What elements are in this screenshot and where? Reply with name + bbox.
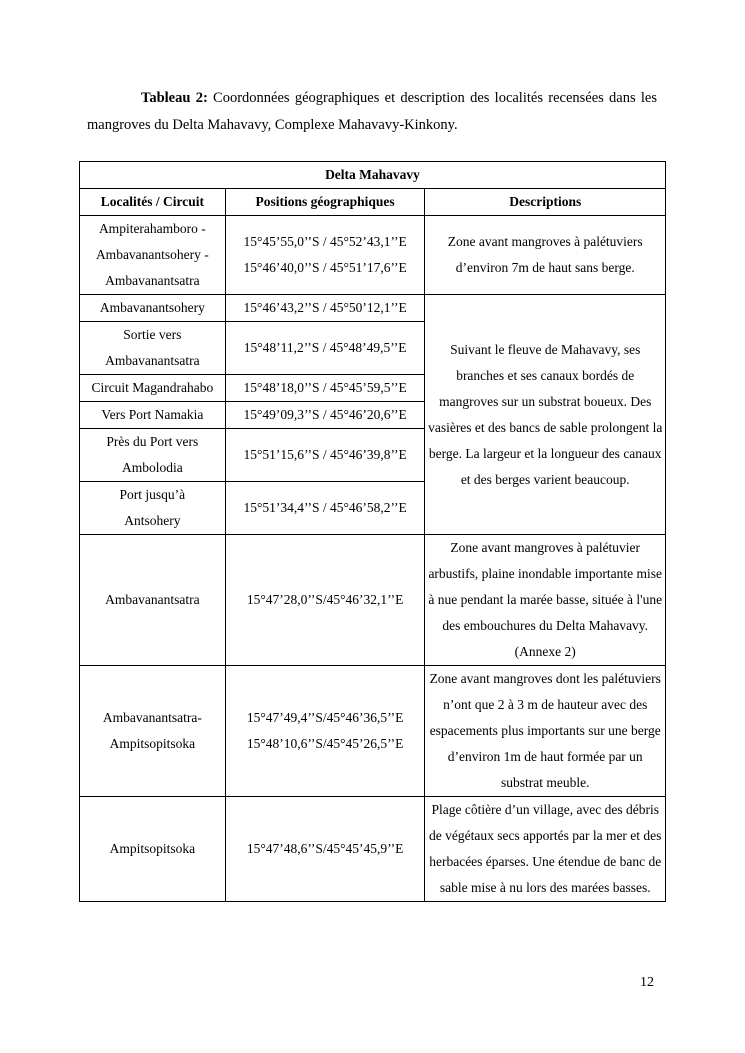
position-line: 15°49’09,3’’S / 45°46’20,6’’E xyxy=(243,407,407,422)
locality-line: Ampitsopitsoka xyxy=(109,841,196,856)
locality-cell xyxy=(80,402,226,429)
position-cell xyxy=(225,216,425,295)
locality-cell xyxy=(80,666,226,797)
locality-line: Vers Port Namakia xyxy=(101,407,204,422)
page-number: 12 xyxy=(640,975,654,990)
description-cell: Zone avant mangroves à palétuviers d’environ 7m de haut sans berge. xyxy=(425,216,666,295)
position-line: 15°47’28,0’’S/45°46’32,1’’E xyxy=(246,592,404,607)
locality-cell xyxy=(80,482,226,535)
position-line: 15°48’11,2’’S / 45°48’49,5’’E xyxy=(243,340,407,355)
position-cell xyxy=(225,535,425,666)
table-title-row xyxy=(80,162,666,189)
locality-line: Ampiterahamboro - xyxy=(98,221,206,236)
position-line: 15°46’40,0’’S / 45°51’17,6’’E xyxy=(243,260,407,275)
position-cell xyxy=(225,375,425,402)
locality-cell xyxy=(80,535,226,666)
position-cell xyxy=(225,797,425,902)
locality-cell xyxy=(80,797,226,902)
locality-line: Sortie vers xyxy=(123,327,182,342)
position-cell xyxy=(225,322,425,375)
locality-cell xyxy=(80,216,226,295)
locality-line: Ampitsopitsoka xyxy=(109,736,196,751)
locality-cell xyxy=(80,429,226,482)
table-body xyxy=(80,216,666,902)
table-row xyxy=(80,216,666,295)
position-cell xyxy=(225,666,425,797)
locality-line: Ambavanantsohery - xyxy=(95,247,209,262)
description-cell: Zone avant mangroves dont les palétuviers n’ont que 2 à 3 m de hauteur avec des espacements plus importants sur une berge d’environ 1m de haut formée par un substrat meuble. xyxy=(425,666,666,797)
table-row xyxy=(80,295,666,322)
locality-cell xyxy=(80,295,226,322)
locality-line: Ambavanantsatra- xyxy=(102,710,202,725)
table-header-row xyxy=(80,189,666,216)
locality-line: Ambavanantsatra xyxy=(105,353,200,368)
locality-line: Circuit Magandrahabo xyxy=(91,380,214,395)
table-row xyxy=(80,666,666,797)
locality-line: Près du Port vers xyxy=(106,434,199,449)
locality-line: Antsohery xyxy=(124,513,181,528)
merged-description-cell: Suivant le fleuve de Mahavavy, ses branches et ses canaux bordés de mangroves sur un substrat boueux. Des vasières et des bancs de sable prolongent la berge. La largeur et la longueur des canaux et des berges varient beaucoup. xyxy=(425,295,666,535)
position-cell xyxy=(225,429,425,482)
position-cell xyxy=(225,295,425,322)
header-descriptions: Descriptions xyxy=(425,189,666,216)
description-cell: Plage côtière d’un village, avec des débris de végétaux secs apportés par la mer et des herbacées éparses. Une étendue de banc de sable mise à nu lors des marées basses. xyxy=(425,797,666,902)
position-cell xyxy=(225,482,425,535)
locality-cell xyxy=(80,322,226,375)
locality-line: Ambavanantsatra xyxy=(105,592,200,607)
position-line: 15°51’34,4’’S / 45°46’58,2’’E xyxy=(243,500,407,515)
header-localities: Localités / Circuit xyxy=(80,189,226,216)
position-line: 15°47’49,4’’S/45°46’36,5’’E xyxy=(246,710,404,725)
table-title: Delta Mahavavy xyxy=(80,162,666,189)
position-line: 15°48’10,6’’S/45°45’26,5’’E xyxy=(246,736,404,751)
position-cell xyxy=(225,402,425,429)
caption-text: Coordonnées géographiques et description des localités recensées dans les mangroves du Delta Mahavavy, Complexe Mahavavy-Kinkony. xyxy=(87,90,657,133)
table-caption xyxy=(87,85,657,139)
locality-line: Ambavanantsohery xyxy=(99,300,205,315)
table-row xyxy=(80,535,666,666)
position-line: 15°51’15,6’’S / 45°46’39,8’’E xyxy=(243,447,407,462)
position-line: 15°45’55,0’’S / 45°52’43,1’’E xyxy=(243,234,407,249)
caption-label: Tableau 2: xyxy=(141,90,208,106)
position-line: 15°47’48,6’’S/45°45’45,9’’E xyxy=(246,841,404,856)
localities-table xyxy=(79,161,666,902)
locality-line: Ambolodia xyxy=(121,460,183,475)
header-positions: Positions géographiques xyxy=(225,189,425,216)
description-cell: Zone avant mangroves à palétuvier arbustifs, plaine inondable importante mise à nue pendant la marée basse, située à l'une des embouchures du Delta Mahavavy. (Annexe 2) xyxy=(425,535,666,666)
locality-line: Ambavanantsatra xyxy=(105,273,200,288)
table-row xyxy=(80,797,666,902)
position-line: 15°46’43,2’’S / 45°50’12,1’’E xyxy=(243,300,407,315)
position-line: 15°48’18,0’’S / 45°45’59,5’’E xyxy=(243,380,407,395)
locality-line: Port jusqu’à xyxy=(119,487,186,502)
locality-cell xyxy=(80,375,226,402)
